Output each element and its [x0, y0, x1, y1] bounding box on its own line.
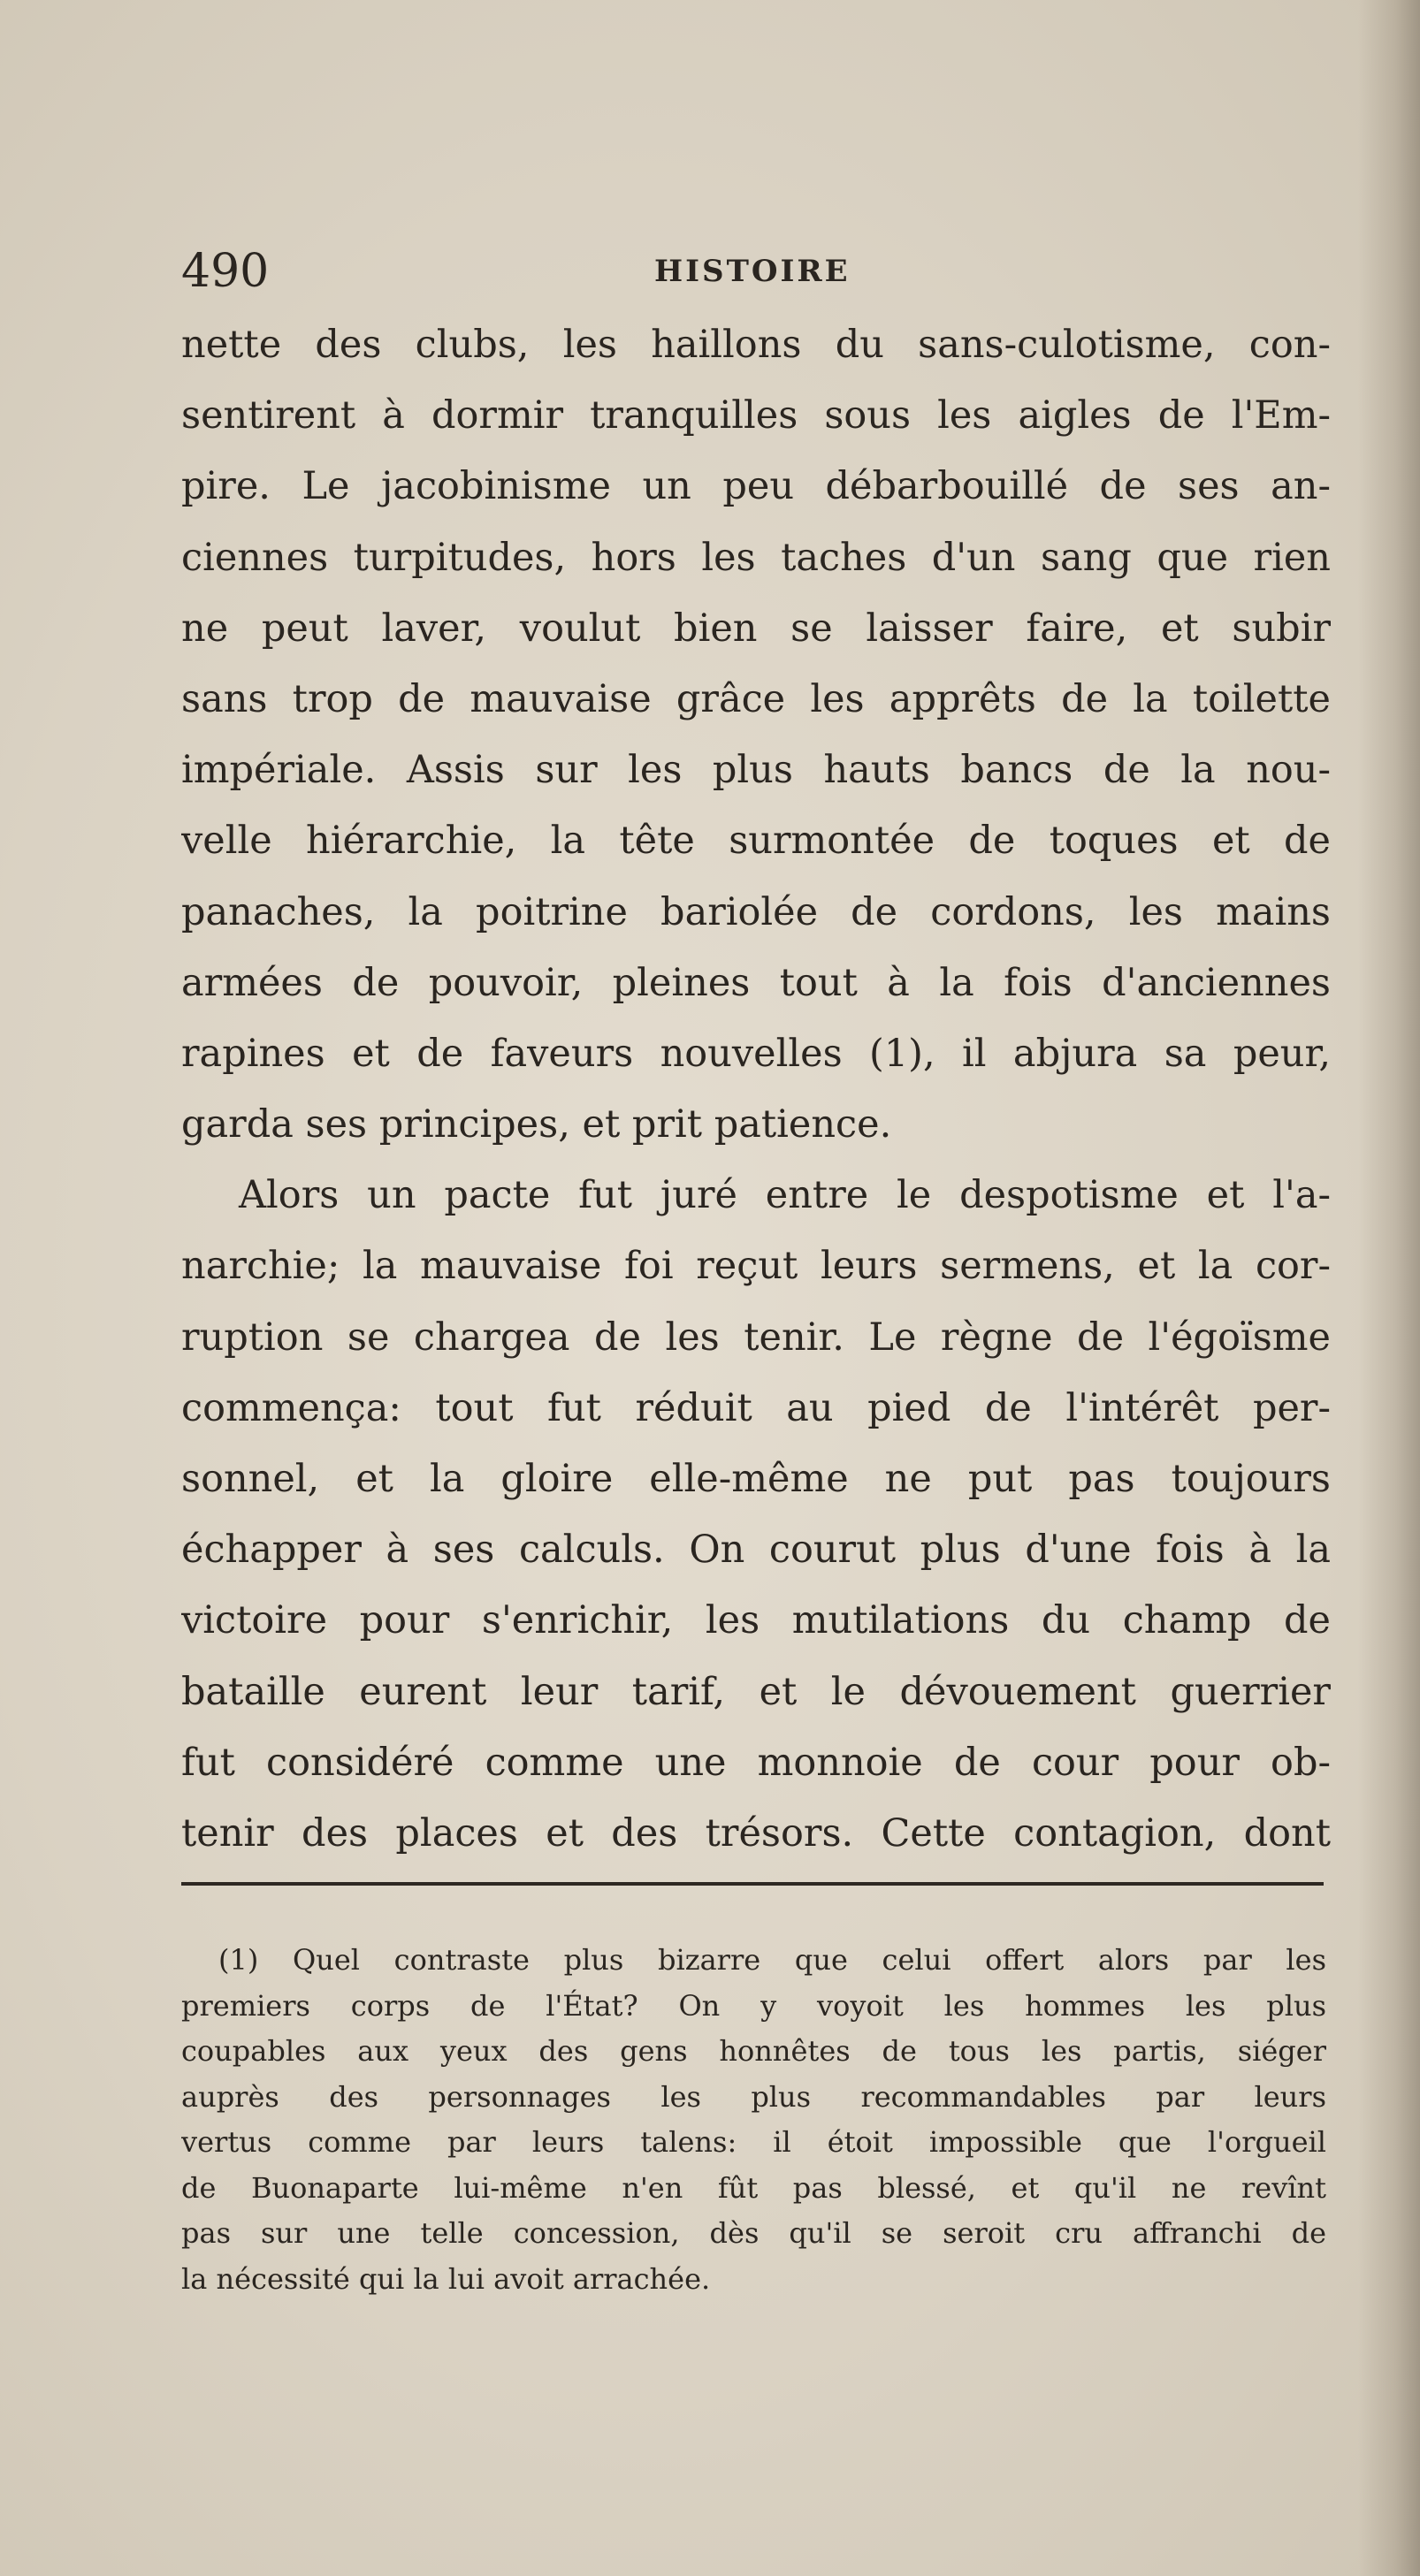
footnote-line: vertus comme par leurs talens: il étoit impossible que l'orgueil [181, 2125, 1326, 2159]
text-line: ruption se chargea de les tenir. Le règne de l'égoïsme [181, 1315, 1331, 1360]
text-line: sentirent à dormir tranquilles sous les aigles de l'Em- [181, 393, 1331, 438]
text-line: sonnel, et la gloire elle-même ne put pas toujours [181, 1457, 1331, 1501]
footnote-line: coupables aux yeux des gens honnêtes de tous les partis, siéger [181, 2034, 1326, 2068]
running-title: HISTOIRE [654, 254, 851, 289]
text-line: échapper à ses calculs. On courut plus d'une fois à la [181, 1528, 1331, 1573]
text-line: garda ses principes, et prit patience. [181, 1102, 892, 1147]
footnote-line: premiers corps de l'État? On y voyoit les hommes les plus [181, 1988, 1326, 2023]
text-line: sans trop de mauvaise grâce les apprêts de la toilette [181, 676, 1331, 721]
footnote-line: de Buonaparte lui-même n'en fût pas blessé, et qu'il ne revînt [181, 2170, 1326, 2205]
text-line: bataille eurent leur tarif, et le dévouement guerrier [181, 1669, 1331, 1714]
text-line: ne peut laver, voulut bien se laisser faire, et subir [181, 606, 1331, 651]
text-line: nette des clubs, les haillons du sans-culotisme, con- [181, 323, 1331, 367]
footnote-separator [181, 1882, 1324, 1886]
text-line: rapines et de faveurs nouvelles (1), il abjura sa peur, [181, 1031, 1331, 1076]
text-line: impériale. Assis sur les plus hauts bancs de la nou- [181, 748, 1331, 793]
text-line: victoire pour s'enrichir, les mutilations du champ de [181, 1598, 1331, 1643]
text-line: fut considéré comme une monnoie de cour pour ob- [181, 1740, 1331, 1785]
footnote-line: auprès des personnages les plus recommandables par leurs [181, 2079, 1326, 2114]
footnote [181, 1938, 1326, 2302]
text-line: tenir des places et des trésors. Cette contagion, dont [181, 1810, 1331, 1856]
text-line: commença: tout fut réduit au pied de l'intérêt per- [181, 1385, 1331, 1430]
text-line: pire. Le jacobinisme un peu débarbouillé de ses an- [181, 464, 1331, 509]
text-line: armées de pouvoir, pleines tout à la fois d'anciennes [181, 960, 1331, 1005]
text-line: panaches, la poitrine bariolée de cordons, les mains [181, 889, 1331, 934]
footnote-line: la nécessité qui la lui avoit arrachée. [181, 2261, 711, 2296]
page-header [181, 240, 1331, 302]
text-line: velle hiérarchie, la tête surmontée de toques et de [181, 819, 1331, 864]
text-line: Alors un pacte fut juré entre le despotisme et l'a- [239, 1173, 1331, 1218]
text-line: ciennes turpitudes, hors les taches d'un sang que rien [181, 535, 1331, 580]
main-text [181, 309, 1331, 1869]
text-line: narchie; la mauvaise foi reçut leurs sermens, et la cor- [181, 1244, 1331, 1289]
footnote-line: pas sur une telle concession, dès qu'il se seroit cru affranchi de [181, 2216, 1326, 2250]
page-number: 490 [181, 245, 270, 298]
footnote-line: (1) Quel contraste plus bizarre que celui offert alors par les [218, 1943, 1326, 1977]
page-gutter-shadow [1358, 0, 1420, 2576]
